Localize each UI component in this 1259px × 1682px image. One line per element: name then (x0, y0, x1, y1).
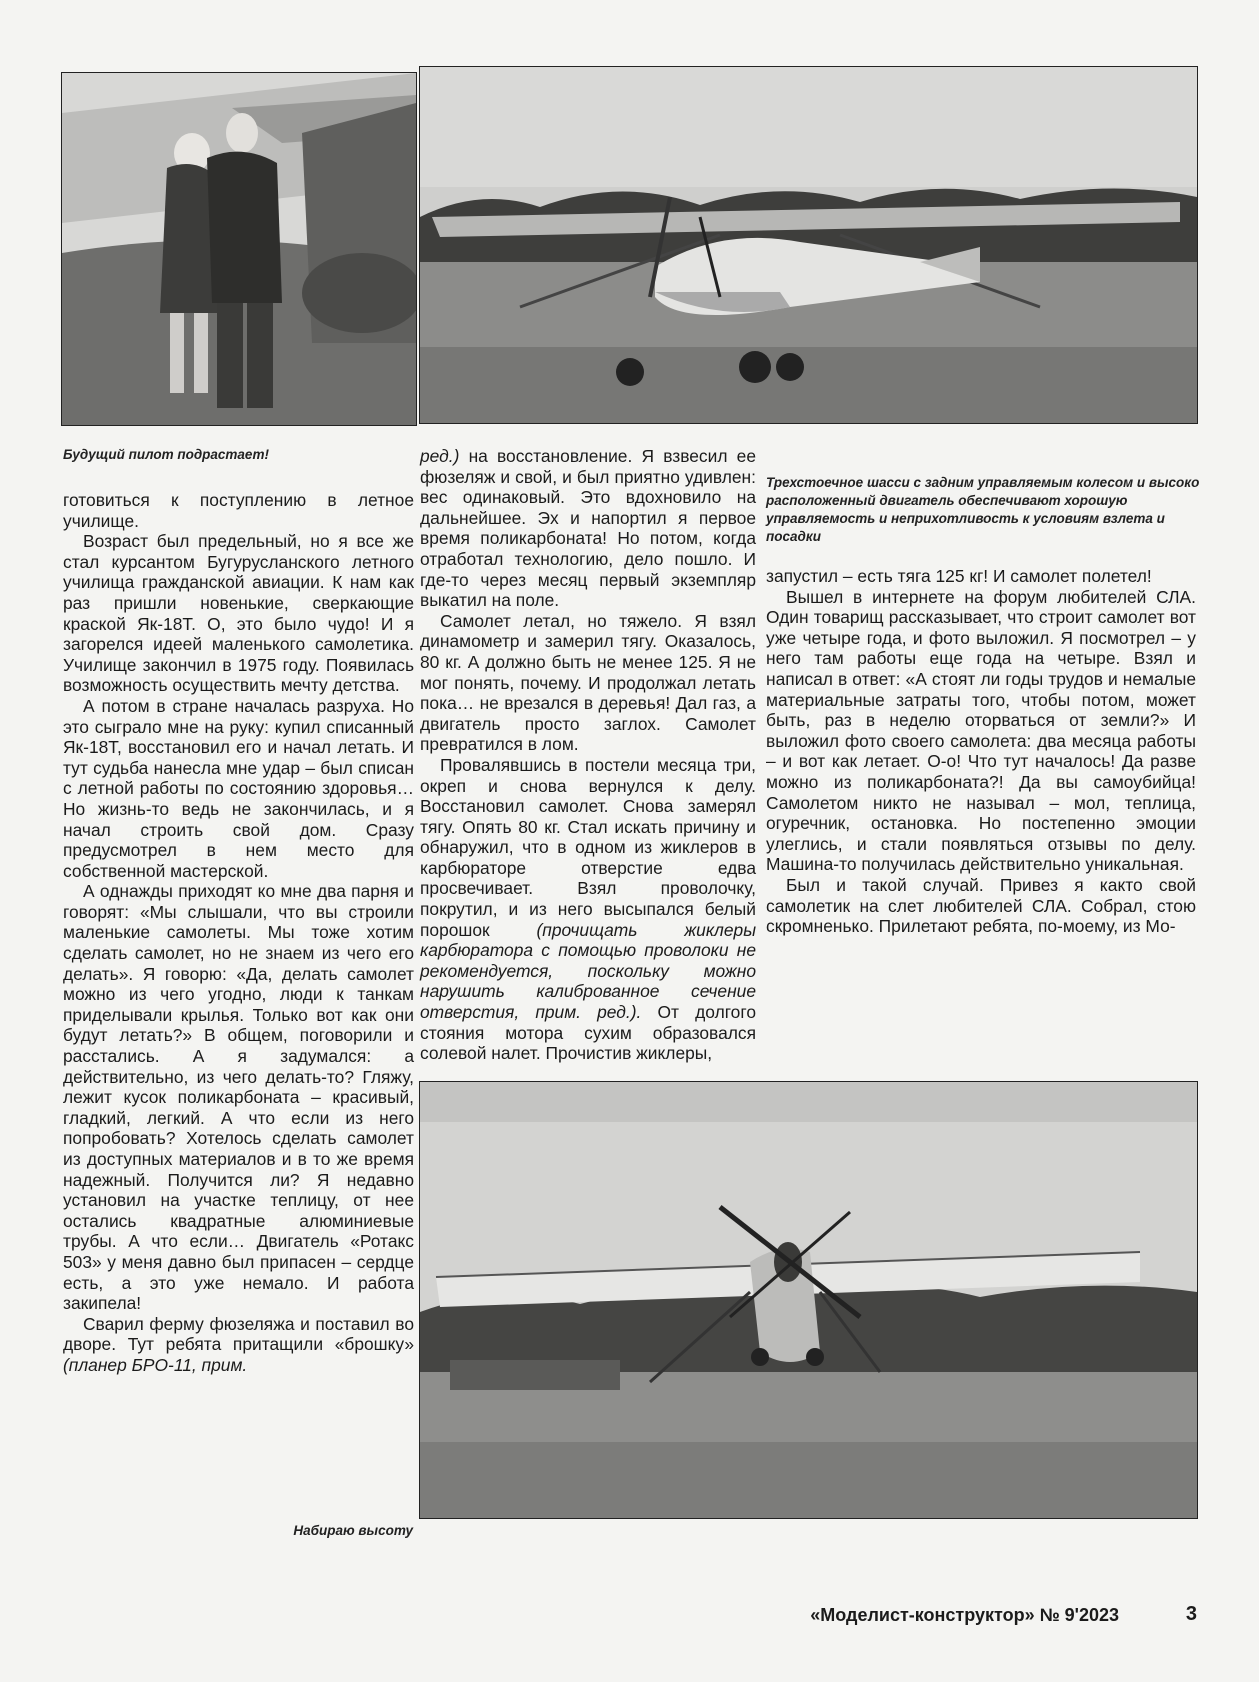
photo-pilot-and-daughter (61, 72, 417, 426)
article-column-2 (420, 446, 756, 1064)
editor-note: (планер БРО-11, прим. (63, 1354, 248, 1375)
paragraph: Был и такой случай. Привез я както свой самолетик на слет любителей СЛА. Собрал, стою скромненько. Прилетают ребята, по-моему, из Мо- (766, 874, 1196, 937)
caption-photo1: Будущий пилот подрастает! (63, 447, 269, 462)
editor-note: (прочищать жиклеры карбюратора с помощью проволоки не рекомендуется, поскольку можно нарушить калиброванное сечение отверстия, прим. ред.). (420, 919, 756, 1023)
paragraph (420, 446, 756, 611)
paragraph (420, 755, 756, 1064)
photo-aircraft-takeoff (419, 1081, 1198, 1519)
text-run: От долгого стояния мотора сухим образовался солевой налет. Прочистив жиклеры, (420, 1002, 756, 1064)
article-column-1 (63, 490, 414, 1376)
paragraph: Вышел в интернете на форум любителей СЛА. Один товарищ рассказывает, что строит самолет вот уже четыре года, и фото выложил. Я посмотрел – у него там работы еще года на четыре. Взял и написал в ответ: «А стоят ли годы трудов и немалые материальные затраты того, чтобы потом, может быть, раз в неделю оторваться от земли?» И выложил фото своего самолета: два месяца работы – и вот как летает. О-о! Что тут началось! Да разве можно из поликарбоната?! Да вы самоубийца! Самолетом никто не называл – мол, теплица, огуречник, остановка. Но постепенно эмоции улеглись, и стали появляться отзывы по делу. Машина-то получилась действительно уникальная. (766, 586, 1196, 875)
caption-photo3: Набираю высоту (293, 1523, 413, 1538)
text-run: на восстановление. Я взвесил ее фюзеляж и свой, и был приятно удивлен: вес одинаковый. Это вдохновило на дальнейшее. Эх и напортил я первое время поликарбоната! Но потом, когда отработал технологию, дело пошло. И где-то через месяц первый экземпляр выкатил на поле. (420, 446, 756, 611)
text-run: Сварил ферму фюзеляжа и поставил во дворе. Тут ребята притащили «брошку» (63, 1313, 414, 1355)
editor-note: ред.) (420, 446, 460, 466)
page-number: 3 (1185, 1603, 1197, 1625)
magazine-title: «Моделист-конструктор» № 9'2023 (810, 1605, 1119, 1625)
paragraph: запустил – есть тяга 125 кг! И самолет полетел! (766, 566, 1152, 586)
text-run: Провалявшись в постели месяца три, окреп и снова вернулся к делу. Восстановил самолет. Снова замерял тягу. Опять 80 кг. Стал искать причину и обнаружил, что в одном из жиклеров в карбюраторе отверстие едва просвечивает. Взял проволочку, покрутил, и из него высыпался белый порошок (420, 754, 756, 940)
paragraph: Возраст был предельный, но я все же стал курсантом Бугурусланского летного училища гражданской авиации. К нам как раз пришли новенькие, сверкающие краской Як-18Т. О, это было чудо! И я загорелся идеей маленького самолетика. Училище закончил в 1975 году. Появилась возможность осуществить мечту детства. (63, 531, 414, 696)
paragraph: Самолет летал, но тяжело. Я взял динамометр и замерил тягу. Оказалось, 80 кг. А должно быть не менее 125. Я не мог понять, почему. И продолжал летать пока… не врезался в деревья! Дал газ, а двигатель просто заглох. Самолет превратился в лом. (420, 610, 756, 755)
paragraph: А однажды приходят ко мне два парня и говорят: «Мы слышали, что вы строили маленькие самолеты. Мы тоже хотим сделать самолет, но не знаем из чего его делать». Я говорю: «Да, делать самолет можно из чего угодно, люди к танкам приделывали крылья. Только вот как они будут летать?» В общем, поговорили и расстались. А я задумался: а действительно, из чего делать-то? Гляжу, лежит кусок поликарбоната – красивый, гладкий, легкий. А что если из него попробовать? Хотелось сделать самолет из доступных материалов и в то же время надежный. Получится ли? Я недавно установил на участке теплицу, от нее остались квадратные алюминиевые трубы. А что если… Двигатель «Ротакс 503» у меня давно был припасен – сердце есть, а это уже немало. И работа закипела! (63, 881, 414, 1314)
caption-photo2: Трехстоечное шасси с задним управляемым колесом и высоко расположенный двигатель обеспечивают хорошую управляемость и неприхотливость к условиям взлета и посадки (766, 475, 1200, 544)
paragraph: А потом в стране началась разруха. Но это сыграло мне на руку: купил списанный Як-18Т, восстановил его и начал летать. И тут судьба нанесла мне удар – был списан с летной работы по состоянию здоровья… Но жизнь-то ведь не закончилась, и я начал строить свой дом. Сразу предусмотрел в нем место для собственной мастерской. (63, 695, 414, 881)
paragraph: готовиться к поступлению в летное училище. (63, 490, 414, 531)
article-column-3 (766, 566, 1196, 937)
photo-aircraft-on-field (419, 66, 1198, 424)
paragraph (63, 1314, 414, 1376)
